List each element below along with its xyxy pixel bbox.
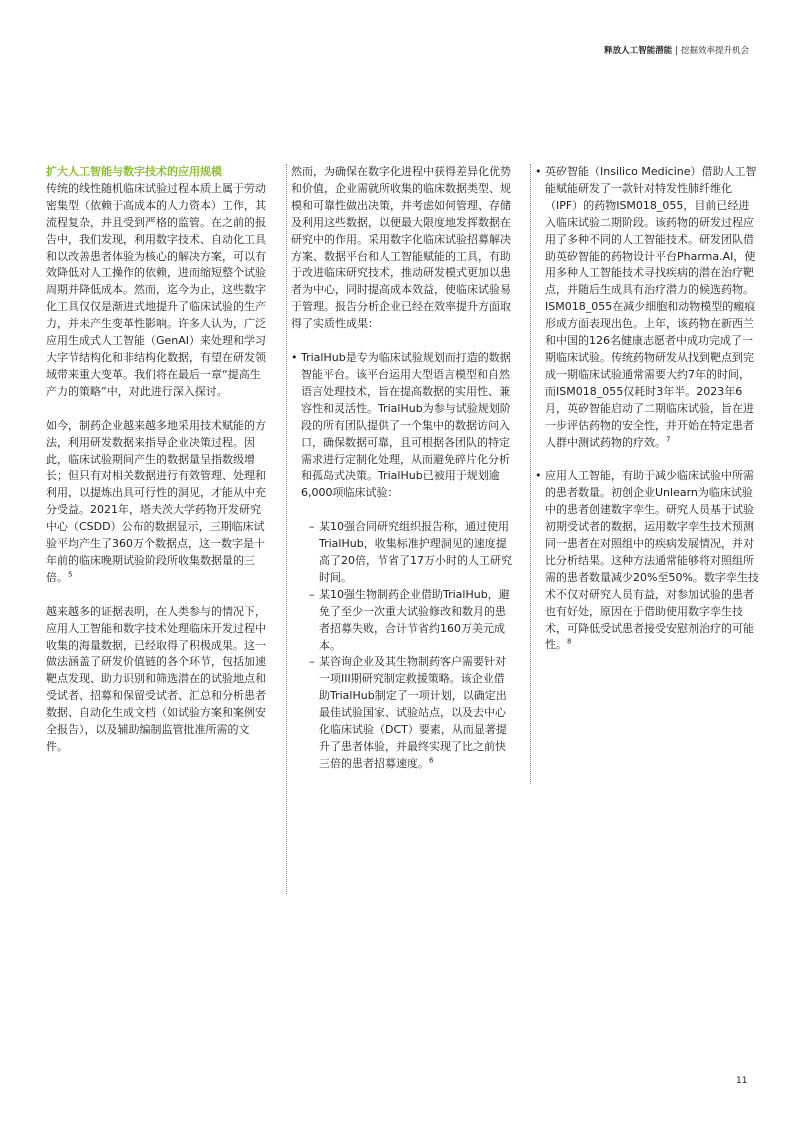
dash-mark: – — [309, 655, 315, 669]
header-subtitle: 挖掘效率提升机会 — [680, 46, 749, 56]
bullet-insilico — [535, 164, 759, 451]
bullet-mark: • — [291, 351, 298, 365]
page-number: 11 — [736, 1076, 748, 1086]
section-heading: 扩大人工智能与数字技术的应用规模 — [46, 165, 222, 178]
dash-item-text-wrap — [319, 654, 515, 772]
paragraph-2 — [46, 418, 270, 587]
dash-item-text: 某咨询企业及其生物制药客户需要针对一项III期研究制定救援策略。该企业借助TrialHub制定了一项计划，以确定出最佳试验国家、试验站点，以及去中心化临床试验（DCT）要素，从而显著提升了患者体验，并最终实现了比之前快三倍的患者招募速度。 — [319, 655, 507, 770]
dash-mark: – — [309, 520, 315, 534]
bullet-trialhub — [291, 350, 515, 773]
bullet-insilico-text: 英矽智能（Insilico Medicine）借助人工智能赋能研发了一款针对特发性肺纤维化（IPF）的药物ISM018_055，目前已经进入临床试验二期阶段。该药物的研发过程应用了多种不同的人工智能技术。研发团队借助英矽智能的药物设计平台Pharma.AI，使用多种人工智能技术寻找疾病的潜在治疗靶点，并随后生成具有治疗潜力的候选药物。ISM018_055在减少细胞和动物模型的瘢痕形成方面表现出色。上年，该药物在新西兰和中国的126名健康志愿者中成功完成了一期临床试验。传统药物研发从找到靶点到完成一期临床试验通常需要大约7年的时间，而ISM018_055仅耗时3年半。2023年6月，英矽智能启动了二期临床试验，旨在进一步评估药物的安全性，并开始在特定患者人群中测试药物的疗效。 — [545, 165, 757, 449]
footnote-ref-8: 8 — [567, 637, 572, 646]
footnote-ref-6: 6 — [429, 756, 434, 765]
bullet-unlearn-text: 应用人工智能，有助于减少临床试验中所需的患者数量。初创企业Unlearn为临床试验中的患者创建数字孪生。研究人员基于试验初期受试者的数据，运用数字孪生技术预测同一患者在对照组中的疾病发展情况，并对比分析结果。这种方法通常能够将对照组所需的患者数量减少20%至50%。数字孪生技术不仅对研究人员有益，对参加试验的患者也有好处，原因在于借助使用数字孪生技术，可降低受试患者接受安慰剂治疗的可能性。 — [545, 469, 759, 652]
header-title: 释放人工智能潜能 — [604, 46, 673, 56]
dash-item — [309, 519, 515, 587]
dash-item-text: 某10强合同研究组织报告称，通过使用 TrialHub，收集标准护理洞见的速度提高了20倍，节省了17万小时的人工研究时间。 — [319, 520, 512, 584]
paragraph-middle-intro: 然而，为确保在数字化进程中获得差异化优势和价值，企业需就所收集的临床数据类型、规模和可靠性做出决策，并考虑如何管理、存储及利用这些数据，以便最大限度地发挥数据在研究中的作用。采用数字化临床试验招募解决方案、数据平台和人工智能赋能的工具，有助于改进临床研究技术，推动研发模式更加以患者为中心，同时提高成本效益，使临床试验易于管理。报告分析企业已经在效率提升方面取得了实质性成果： — [291, 165, 511, 331]
bullet-insilico-text-wrap — [545, 164, 759, 451]
bullet-unlearn — [535, 468, 759, 654]
bullet-mark: • — [535, 469, 542, 483]
bullet-unlearn-text-wrap — [545, 468, 759, 654]
paragraph-3: 越来越多的证据表明，在人类参与的情况下，应用人工智能和数字技术处理临床开发过程中收集的海量数据，已经取得了积极成果。这一做法涵盖了研发价值链的各个环节，包括加速靶点发现、助力识别和筛选潜在的试验地点和受试者、招募和保留受试者、汇总和分析患者数据、自动化生成文档（如试验方案和案例安全报告），以及辅助编制监管批准所需的文件。 — [46, 604, 266, 753]
column-left — [46, 164, 270, 756]
bullet-trialhub-text: TrialHub是专为临床试验规划而打造的数据智能平台。该平台运用大型语言模型和自然语言处理技术，旨在提高数据的实用性、兼容性和灵活性。TrialHub为参与试验规划阶段的所有团队提供了一个集中的数据访问入口，确保数据可靠，且可根据各团队的特定需求进行定制化处理，从而避免碎片化分析和孤岛式决策。TrialHub已被用于规划逾6,000项临床试验： — [301, 351, 511, 500]
footnote-ref-7: 7 — [666, 434, 671, 443]
bullet-mark: • — [535, 165, 542, 178]
dash-item — [309, 654, 515, 772]
column-middle — [286, 164, 515, 894]
header-separator: | — [675, 46, 678, 56]
running-header — [604, 44, 749, 56]
dash-item — [309, 587, 515, 655]
paragraph-1: 传统的线性随机临床试验过程本质上属于劳动密集型（依赖于高成本的人力资本）工作，其流程复杂，并且受到严格的监管。在之前的报告中，我们发现，利用数字技术、自动化工具和以改善患者体验为核心的解决方案，可以有效降低对人工操作的依赖，进而缩短整个试验周期并降低成本。然而，迄今为止，这些数字化工具仅仅是渐进式地提升了临床试验的生产力，并未产生变革性影响。许多人认为，广泛应用生成式人工智能（GenAI）来处理和学习大字节结构化和非结构化数据，有望在研发领域带来重大变革。我们将在最后一章“提高生产力的策略”中，对此进行深入探讨。 — [46, 181, 267, 398]
column-right — [530, 164, 759, 784]
dash-mark: – — [309, 587, 315, 601]
dash-list — [301, 519, 515, 773]
dash-item-text: 某10强生物制药企业借助TrialHub，避免了至少一次重大试验修改和数月的患者招募失败，合计节省约160万美元成本。 — [319, 587, 510, 652]
paragraph-2-text: 如今，制药企业越来越多地采用技术赋能的方法，利用研发数据来指导企业决策过程。因此，临床试验期间产生的数据量呈指数级增长；但只有对相关数据进行有效管理、处理和利用，以提炼出具可行性的洞见，才能从中充分受益。2021年，塔夫茨大学药物开发研究中心（CSDD）公布的数据显示，三期临床试验平均产生了360万个数据点，这一数字是十年前的临床晚期试验阶段所收集数据量的三倍。 — [46, 418, 266, 584]
footnote-ref-5: 5 — [68, 570, 73, 579]
